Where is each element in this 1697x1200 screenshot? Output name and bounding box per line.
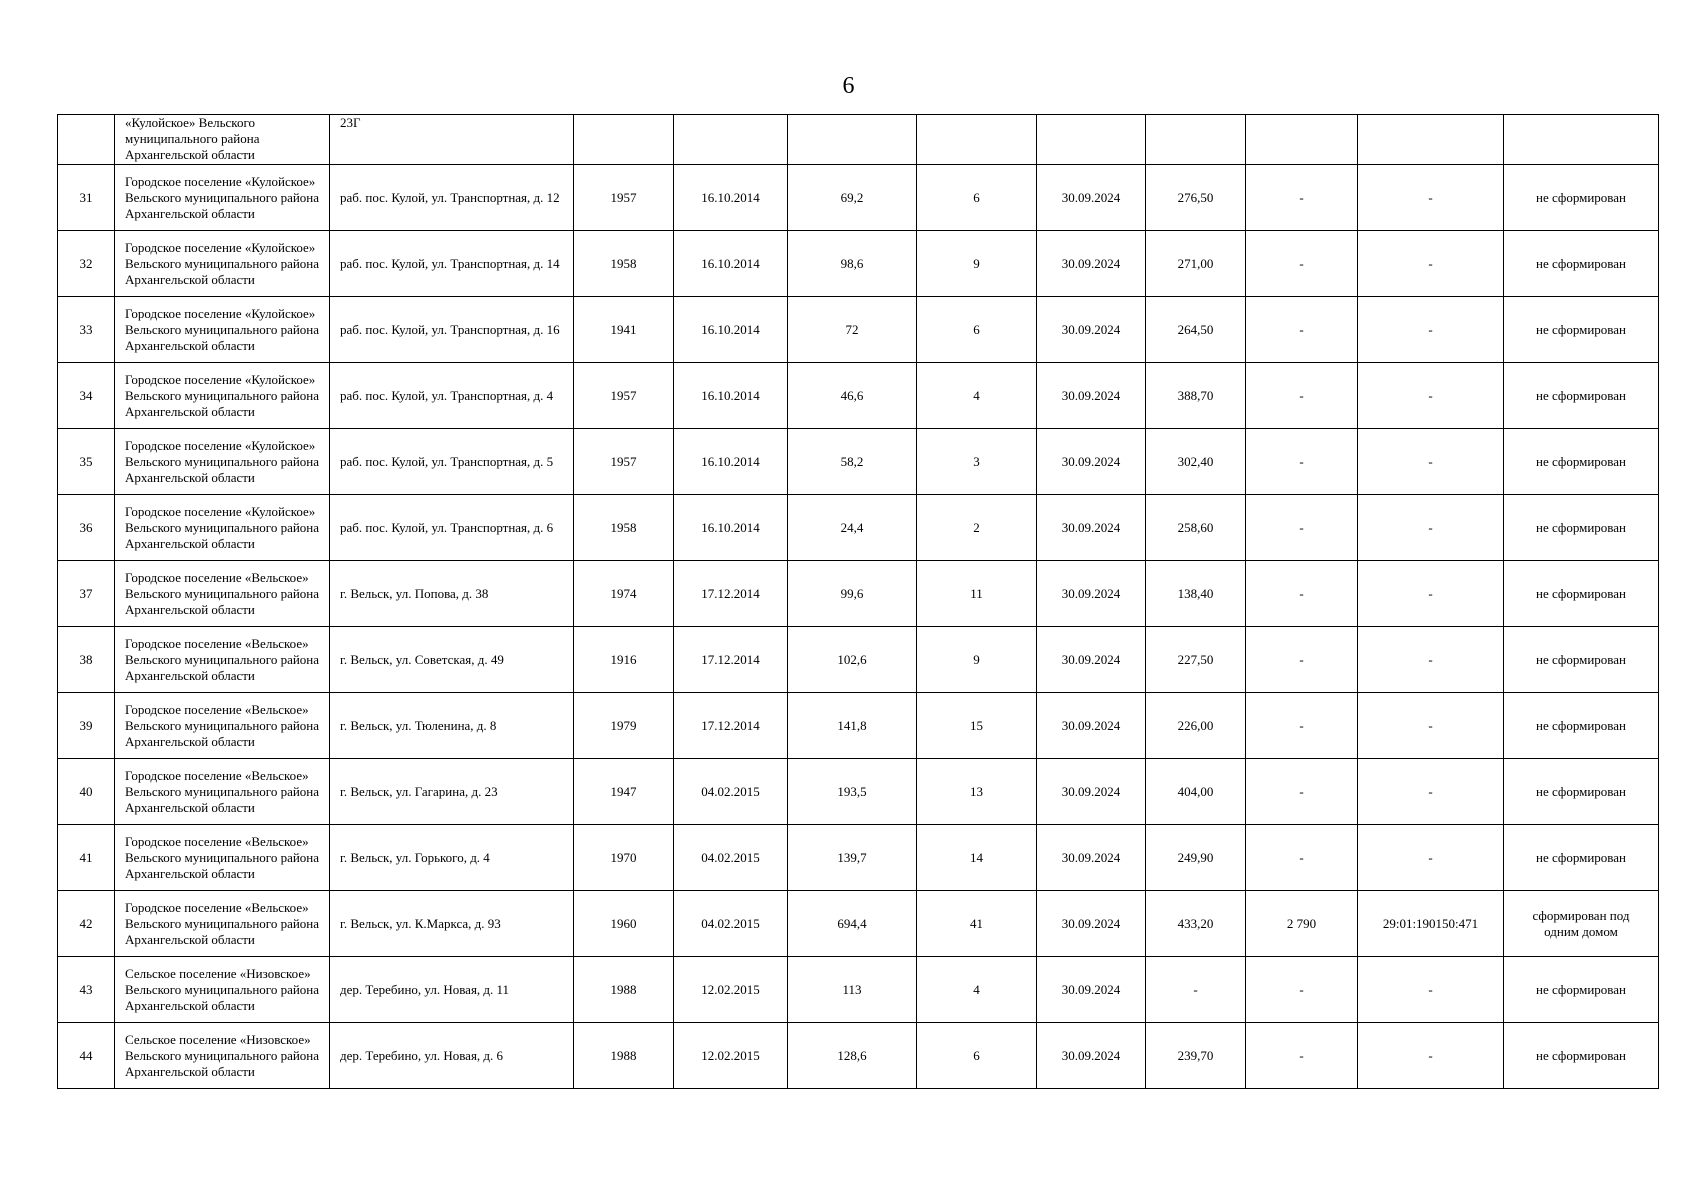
cell-land-area: - xyxy=(1246,825,1358,891)
table-row xyxy=(58,693,1659,759)
cell-number: 40 xyxy=(58,759,115,825)
cell-residents: 9 xyxy=(917,231,1037,297)
cell-address: г. Вельск, ул. К.Маркса, д. 93 xyxy=(330,891,574,957)
cell-land-status: не сформирован xyxy=(1504,429,1659,495)
cell-address: раб. пос. Кулой, ул. Транспортная, д. 14 xyxy=(330,231,574,297)
cell-land-status: не сформирован xyxy=(1504,297,1659,363)
cell-empty xyxy=(788,115,917,165)
table-row xyxy=(58,429,1659,495)
cell-land-status: не сформирован xyxy=(1504,363,1659,429)
cell-year: 1957 xyxy=(574,429,674,495)
cell-empty xyxy=(674,115,788,165)
cell-land-status: не сформирован xyxy=(1504,693,1659,759)
cell-empty xyxy=(1146,115,1246,165)
cell-value: 138,40 xyxy=(1146,561,1246,627)
cell-land-area: - xyxy=(1246,957,1358,1023)
cell-cadastral-number: 29:01:190150:471 xyxy=(1358,891,1504,957)
cell-land-area: - xyxy=(1246,231,1358,297)
cell-address: дер. Теребино, ул. Новая, д. 11 xyxy=(330,957,574,1023)
table-row-continued xyxy=(58,115,1659,165)
cell-deadline-date: 30.09.2024 xyxy=(1037,627,1146,693)
cell-number: 44 xyxy=(58,1023,115,1089)
cell-municipality: Городское поселение «Кулойское» Вельского муниципального района Архангельской области xyxy=(115,495,330,561)
cell-land-area: - xyxy=(1246,363,1358,429)
cell-value: 271,00 xyxy=(1146,231,1246,297)
cell-deadline-date: 30.09.2024 xyxy=(1037,231,1146,297)
cell-number: 41 xyxy=(58,825,115,891)
cell-year: 1916 xyxy=(574,627,674,693)
cell-year: 1988 xyxy=(574,1023,674,1089)
cell-value: 249,90 xyxy=(1146,825,1246,891)
table-body xyxy=(58,115,1659,1089)
cell-area: 99,6 xyxy=(788,561,917,627)
cell-residents: 2 xyxy=(917,495,1037,561)
cell-deadline-date: 30.09.2024 xyxy=(1037,957,1146,1023)
cell-address: 23Г xyxy=(330,115,574,165)
cell-cadastral-number: - xyxy=(1358,1023,1504,1089)
cell-land-status: не сформирован xyxy=(1504,561,1659,627)
cell-residents: 6 xyxy=(917,165,1037,231)
cell-value: 239,70 xyxy=(1146,1023,1246,1089)
cell-municipality: Городское поселение «Вельское» Вельского муниципального района Архангельской области xyxy=(115,759,330,825)
cell-land-area: - xyxy=(1246,495,1358,561)
cell-area: 128,6 xyxy=(788,1023,917,1089)
cell-land-status: не сформирован xyxy=(1504,165,1659,231)
cell-cadastral-number: - xyxy=(1358,231,1504,297)
cell-address: раб. пос. Кулой, ул. Транспортная, д. 4 xyxy=(330,363,574,429)
cell-land-status: не сформирован xyxy=(1504,495,1659,561)
cell-cadastral-number: - xyxy=(1358,165,1504,231)
table-row xyxy=(58,297,1659,363)
cell-land-status: не сформирован xyxy=(1504,825,1659,891)
cell-address: раб. пос. Кулой, ул. Транспортная, д. 5 xyxy=(330,429,574,495)
cell-deadline-date: 30.09.2024 xyxy=(1037,825,1146,891)
cell-recognition-date: 16.10.2014 xyxy=(674,297,788,363)
cell-recognition-date: 04.02.2015 xyxy=(674,891,788,957)
cell-land-status: сформирован под одним домом xyxy=(1504,891,1659,957)
cell-municipality: «Кулойское» Вельского муниципального района Архангельской области xyxy=(115,115,330,165)
cell-area: 141,8 xyxy=(788,693,917,759)
cell-land-status: не сформирован xyxy=(1504,231,1659,297)
cell-empty xyxy=(917,115,1037,165)
cell-area: 113 xyxy=(788,957,917,1023)
cell-address: г. Вельск, ул. Гагарина, д. 23 xyxy=(330,759,574,825)
table-row xyxy=(58,957,1659,1023)
cell-residents: 13 xyxy=(917,759,1037,825)
cell-municipality: Городское поселение «Кулойское» Вельского муниципального района Архангельской области xyxy=(115,429,330,495)
cell-number: 31 xyxy=(58,165,115,231)
cell-recognition-date: 16.10.2014 xyxy=(674,495,788,561)
cell-municipality: Городское поселение «Кулойское» Вельского муниципального района Архангельской области xyxy=(115,165,330,231)
cell-recognition-date: 16.10.2014 xyxy=(674,231,788,297)
cell-address: г. Вельск, ул. Советская, д. 49 xyxy=(330,627,574,693)
cell-area: 69,2 xyxy=(788,165,917,231)
cell-land-area: - xyxy=(1246,561,1358,627)
cell-land-area: - xyxy=(1246,429,1358,495)
cell-cadastral-number: - xyxy=(1358,561,1504,627)
cell-cadastral-number: - xyxy=(1358,759,1504,825)
cell-recognition-date: 16.10.2014 xyxy=(674,165,788,231)
cell-address: раб. пос. Кулой, ул. Транспортная, д. 6 xyxy=(330,495,574,561)
cell-year: 1958 xyxy=(574,231,674,297)
cell-land-status: не сформирован xyxy=(1504,627,1659,693)
cell-empty xyxy=(574,115,674,165)
cell-value: 226,00 xyxy=(1146,693,1246,759)
cell-empty xyxy=(1037,115,1146,165)
cell-residents: 9 xyxy=(917,627,1037,693)
cell-number: 35 xyxy=(58,429,115,495)
cell-empty xyxy=(1358,115,1504,165)
cell-land-area: 2 790 xyxy=(1246,891,1358,957)
cell-deadline-date: 30.09.2024 xyxy=(1037,1023,1146,1089)
cell-deadline-date: 30.09.2024 xyxy=(1037,891,1146,957)
table-row xyxy=(58,825,1659,891)
cell-number: 42 xyxy=(58,891,115,957)
cell-land-area: - xyxy=(1246,297,1358,363)
cell-number: 34 xyxy=(58,363,115,429)
cell-number: 43 xyxy=(58,957,115,1023)
cell-address: раб. пос. Кулой, ул. Транспортная, д. 12 xyxy=(330,165,574,231)
cell-value: 302,40 xyxy=(1146,429,1246,495)
cell-deadline-date: 30.09.2024 xyxy=(1037,561,1146,627)
cell-residents: 41 xyxy=(917,891,1037,957)
cell-deadline-date: 30.09.2024 xyxy=(1037,495,1146,561)
cell-year: 1957 xyxy=(574,363,674,429)
cell-area: 102,6 xyxy=(788,627,917,693)
cell-recognition-date: 16.10.2014 xyxy=(674,429,788,495)
cell-residents: 11 xyxy=(917,561,1037,627)
cell-cadastral-number: - xyxy=(1358,693,1504,759)
cell-value: 264,50 xyxy=(1146,297,1246,363)
cell-deadline-date: 30.09.2024 xyxy=(1037,759,1146,825)
cell-municipality: Сельское поселение «Низовское» Вельского муниципального района Архангельской области xyxy=(115,1023,330,1089)
cell-deadline-date: 30.09.2024 xyxy=(1037,693,1146,759)
table-row xyxy=(58,165,1659,231)
cell-recognition-date: 04.02.2015 xyxy=(674,759,788,825)
cell-residents: 4 xyxy=(917,957,1037,1023)
cell-recognition-date: 17.12.2014 xyxy=(674,693,788,759)
cell-recognition-date: 12.02.2015 xyxy=(674,957,788,1023)
cell-value: 227,50 xyxy=(1146,627,1246,693)
cell-year: 1979 xyxy=(574,693,674,759)
cell-municipality: Городское поселение «Вельское» Вельского муниципального района Архангельской области xyxy=(115,825,330,891)
cell-residents: 15 xyxy=(917,693,1037,759)
cell-area: 58,2 xyxy=(788,429,917,495)
cell-recognition-date: 12.02.2015 xyxy=(674,1023,788,1089)
cell-number xyxy=(58,115,115,165)
cell-value: 388,70 xyxy=(1146,363,1246,429)
cell-land-status: не сформирован xyxy=(1504,1023,1659,1089)
cell-value: 258,60 xyxy=(1146,495,1246,561)
cell-address: раб. пос. Кулой, ул. Транспортная, д. 16 xyxy=(330,297,574,363)
cell-value: 276,50 xyxy=(1146,165,1246,231)
cell-municipality: Городское поселение «Вельское» Вельского муниципального района Архангельской области xyxy=(115,561,330,627)
cell-year: 1970 xyxy=(574,825,674,891)
cell-residents: 6 xyxy=(917,1023,1037,1089)
cell-address: г. Вельск, ул. Тюленина, д. 8 xyxy=(330,693,574,759)
cell-number: 37 xyxy=(58,561,115,627)
table-row xyxy=(58,759,1659,825)
cell-residents: 6 xyxy=(917,297,1037,363)
cell-area: 139,7 xyxy=(788,825,917,891)
table-row xyxy=(58,1023,1659,1089)
cell-land-status: не сформирован xyxy=(1504,957,1659,1023)
cell-deadline-date: 30.09.2024 xyxy=(1037,165,1146,231)
cell-area: 72 xyxy=(788,297,917,363)
cell-year: 1957 xyxy=(574,165,674,231)
cell-residents: 3 xyxy=(917,429,1037,495)
cell-municipality: Сельское поселение «Низовское» Вельского муниципального района Архангельской области xyxy=(115,957,330,1023)
cell-land-area: - xyxy=(1246,165,1358,231)
cell-municipality: Городское поселение «Кулойское» Вельского муниципального района Архангельской области xyxy=(115,297,330,363)
cell-area: 46,6 xyxy=(788,363,917,429)
cell-year: 1941 xyxy=(574,297,674,363)
cell-municipality: Городское поселение «Вельское» Вельского муниципального района Архангельской области xyxy=(115,891,330,957)
cell-land-area: - xyxy=(1246,693,1358,759)
cell-year: 1960 xyxy=(574,891,674,957)
table-row xyxy=(58,495,1659,561)
table-row xyxy=(58,561,1659,627)
cell-land-area: - xyxy=(1246,1023,1358,1089)
cell-address: дер. Теребино, ул. Новая, д. 6 xyxy=(330,1023,574,1089)
cell-residents: 4 xyxy=(917,363,1037,429)
cell-address: г. Вельск, ул. Горького, д. 4 xyxy=(330,825,574,891)
cell-land-status: не сформирован xyxy=(1504,759,1659,825)
cell-cadastral-number: - xyxy=(1358,957,1504,1023)
cell-municipality: Городское поселение «Вельское» Вельского муниципального района Архангельской области xyxy=(115,693,330,759)
cell-value: 433,20 xyxy=(1146,891,1246,957)
cell-year: 1958 xyxy=(574,495,674,561)
cell-area: 98,6 xyxy=(788,231,917,297)
cell-recognition-date: 17.12.2014 xyxy=(674,627,788,693)
cell-cadastral-number: - xyxy=(1358,495,1504,561)
cell-area: 694,4 xyxy=(788,891,917,957)
cell-empty xyxy=(1246,115,1358,165)
cell-year: 1988 xyxy=(574,957,674,1023)
cell-value: 404,00 xyxy=(1146,759,1246,825)
cell-recognition-date: 16.10.2014 xyxy=(674,363,788,429)
cell-deadline-date: 30.09.2024 xyxy=(1037,363,1146,429)
cell-number: 39 xyxy=(58,693,115,759)
cell-area: 24,4 xyxy=(788,495,917,561)
cell-cadastral-number: - xyxy=(1358,825,1504,891)
cell-cadastral-number: - xyxy=(1358,297,1504,363)
cell-address: г. Вельск, ул. Попова, д. 38 xyxy=(330,561,574,627)
table-row xyxy=(58,363,1659,429)
cell-year: 1947 xyxy=(574,759,674,825)
cell-year: 1974 xyxy=(574,561,674,627)
cell-value: - xyxy=(1146,957,1246,1023)
cell-land-area: - xyxy=(1246,759,1358,825)
cell-municipality: Городское поселение «Кулойское» Вельского муниципального района Архангельской области xyxy=(115,363,330,429)
cell-cadastral-number: - xyxy=(1358,627,1504,693)
cell-recognition-date: 17.12.2014 xyxy=(674,561,788,627)
table-row xyxy=(58,891,1659,957)
cell-land-area: - xyxy=(1246,627,1358,693)
cell-residents: 14 xyxy=(917,825,1037,891)
table-row xyxy=(58,627,1659,693)
cell-recognition-date: 04.02.2015 xyxy=(674,825,788,891)
cell-number: 32 xyxy=(58,231,115,297)
table-row xyxy=(58,231,1659,297)
cell-deadline-date: 30.09.2024 xyxy=(1037,297,1146,363)
housing-registry-table xyxy=(57,114,1659,1089)
cell-cadastral-number: - xyxy=(1358,429,1504,495)
cell-municipality: Городское поселение «Кулойское» Вельского муниципального района Архангельской области xyxy=(115,231,330,297)
cell-empty xyxy=(1504,115,1659,165)
cell-cadastral-number: - xyxy=(1358,363,1504,429)
cell-municipality: Городское поселение «Вельское» Вельского муниципального района Архангельской области xyxy=(115,627,330,693)
cell-number: 33 xyxy=(58,297,115,363)
cell-deadline-date: 30.09.2024 xyxy=(1037,429,1146,495)
page-number: 6 xyxy=(842,73,855,99)
cell-number: 36 xyxy=(58,495,115,561)
cell-number: 38 xyxy=(58,627,115,693)
cell-area: 193,5 xyxy=(788,759,917,825)
